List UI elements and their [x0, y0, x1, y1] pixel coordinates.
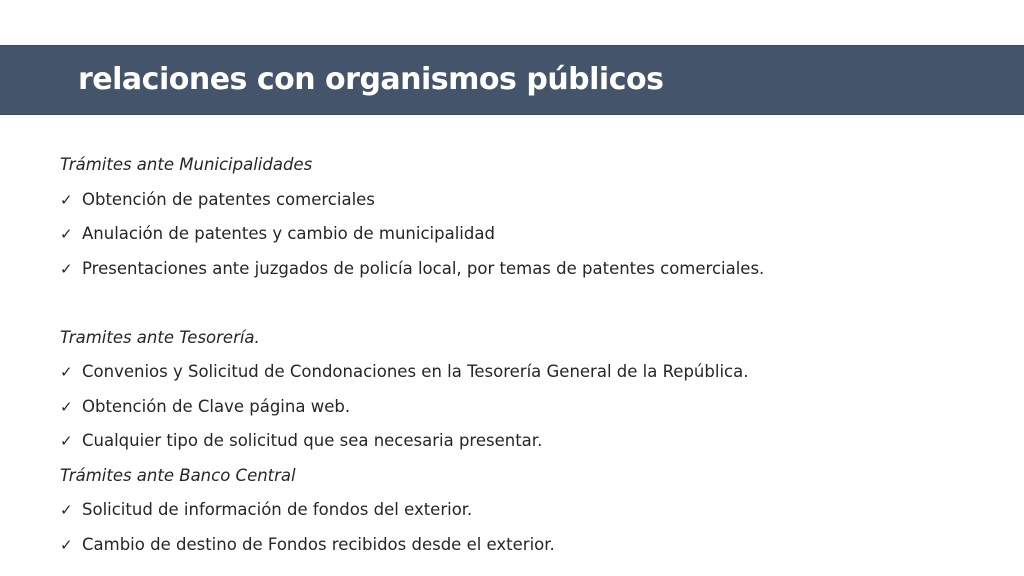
list-item-text: Obtención de Clave página web. [82, 396, 351, 416]
list-item-text: Solicitud de información de fondos del exterior. [82, 500, 473, 519]
checkmark-icon: ✓ [60, 190, 73, 209]
list-item [60, 217, 1000, 252]
content-area [60, 148, 1000, 562]
list-item-text: Cualquier tipo de solicitud que sea necesaria presentar. [82, 431, 543, 450]
checkmark-icon: ✓ [60, 363, 73, 381]
list-item-text: Anulación de patentes y cambio de municipalidad [82, 224, 495, 243]
checkmark-icon: ✓ [60, 501, 73, 519]
checkmark-icon: ✓ [60, 535, 73, 554]
list-item [60, 252, 1000, 287]
checkmark-icon: ✓ [60, 225, 73, 243]
list-item [60, 183, 1000, 218]
list-item-text: Obtención de patentes comerciales [82, 189, 375, 209]
list-item [60, 424, 1000, 459]
checkmark-icon: ✓ [60, 432, 73, 450]
page-title: relaciones con organismos públicos [78, 62, 664, 97]
list-item-text: Presentaciones ante juzgados de policía local, por temas de patentes comerciales. [82, 258, 765, 278]
list-item-text: Cambio de destino de Fondos recibidos desde el exterior. [82, 534, 555, 554]
list-item [60, 528, 1000, 563]
section-heading-banco-central: Trámites ante Banco Central [60, 465, 296, 485]
list-item [60, 390, 1000, 425]
list-item-text: Convenios y Solicitud de Condonaciones en la Tesorería General de la República. [82, 362, 749, 381]
section-heading-tesoreria: Tramites ante Tesorería. [60, 327, 260, 347]
section-spacer [60, 286, 1000, 321]
checkmark-icon: ✓ [60, 259, 73, 278]
section-heading-municipalidades: Trámites ante Municipalidades [60, 155, 313, 174]
list-item [60, 493, 1000, 528]
title-bar [0, 45, 1024, 115]
list-item [60, 355, 1000, 390]
checkmark-icon: ✓ [60, 397, 73, 416]
